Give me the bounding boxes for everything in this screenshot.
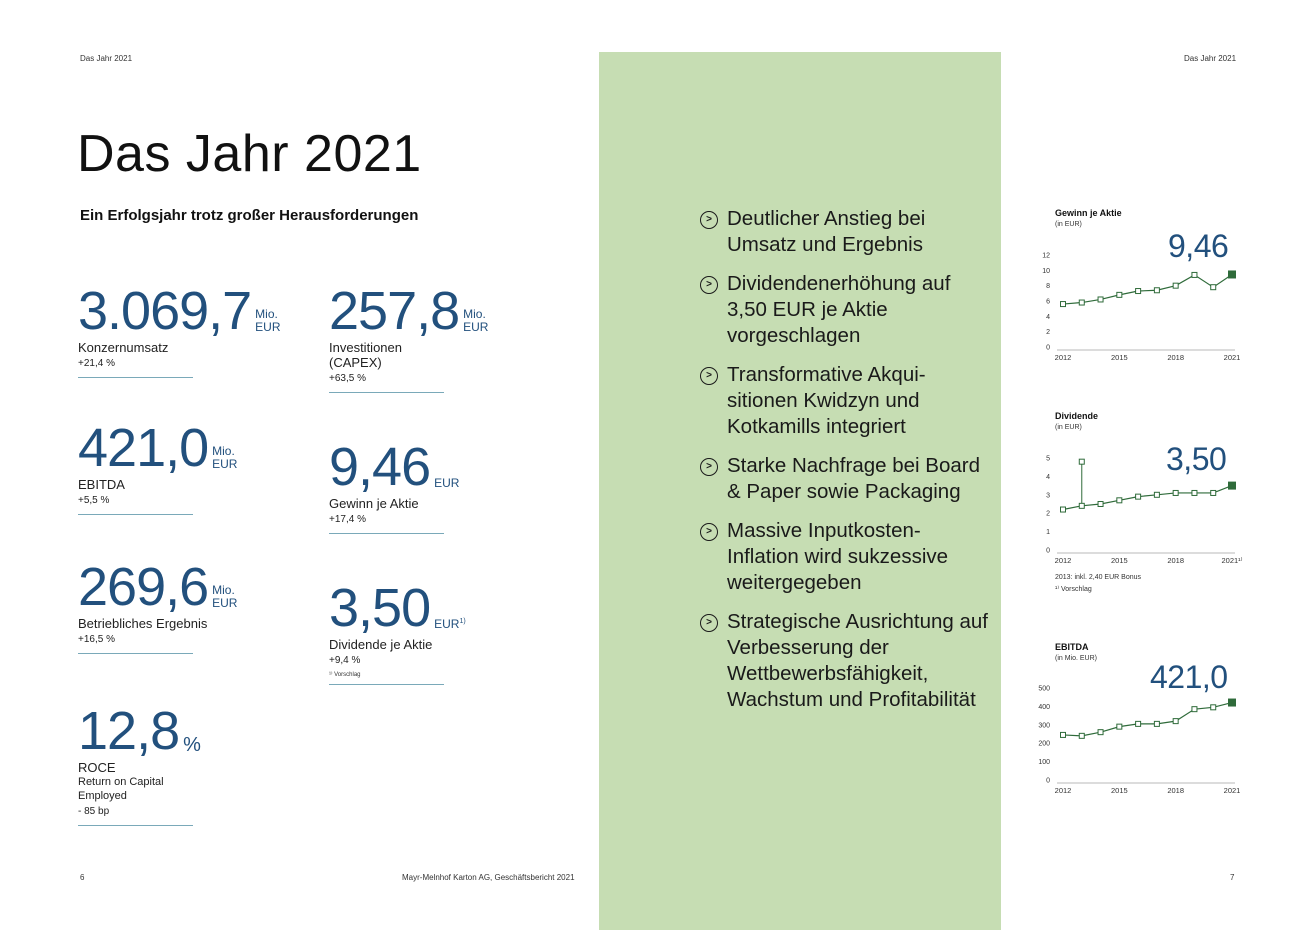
- x-tick-label: 2012: [1054, 353, 1072, 362]
- data-point: [1061, 302, 1066, 307]
- kpi-ebitda: [78, 418, 248, 515]
- kpi-value: 257,8: [329, 281, 460, 341]
- kpi-change: +16,5 %: [78, 634, 115, 645]
- y-tick-label: 400: [1038, 703, 1050, 711]
- data-point: [1136, 494, 1141, 499]
- series-line: [1063, 274, 1232, 304]
- chevron-right-icon: >: [700, 614, 718, 632]
- highlight-item: > Massive Inputkosten-Inflation wird sukzessive weitergegeben: [700, 518, 990, 596]
- chart-unit-dividend: (in EUR): [1055, 424, 1082, 431]
- x-tick-label: 2015: [1110, 353, 1128, 362]
- data-point: [1173, 719, 1178, 724]
- y-tick-label: 2: [1046, 329, 1050, 337]
- data-point: [1211, 285, 1216, 290]
- divider: [329, 533, 444, 534]
- y-tick-label: 1: [1046, 529, 1050, 537]
- chart-title-eps: Gewinn je Aktie: [1055, 208, 1122, 218]
- kpi-change: +21,4 %: [78, 358, 115, 369]
- kpi-label: Investitionen: [329, 340, 402, 355]
- kpi-unit: Mio. EUR: [463, 307, 489, 334]
- kpi-unit: Mio. EUR: [255, 307, 281, 334]
- data-point: [1154, 721, 1159, 726]
- kpi-unit: %: [183, 734, 201, 756]
- highlight-item: > Starke Nachfrage bei Board & Paper sowie Packaging: [700, 453, 990, 505]
- y-tick-label: 0: [1046, 344, 1050, 352]
- x-tick-label: 2021¹⁾: [1221, 556, 1243, 565]
- kpi-investitionen: [329, 281, 499, 393]
- kpi-change: +9,4 %: [329, 655, 361, 666]
- data-point: [1173, 283, 1178, 288]
- kpi-value: 12,8: [78, 701, 180, 761]
- data-point: [1211, 490, 1216, 495]
- y-tick-label: 10: [1042, 267, 1050, 275]
- x-tick-label: 2021: [1223, 786, 1241, 795]
- data-point: [1136, 721, 1141, 726]
- kpi-unit: Mio. EUR: [212, 444, 238, 471]
- kpi-value: 269,6: [78, 557, 209, 617]
- chart-title-dividend: Dividende: [1055, 411, 1099, 421]
- series-line: [1063, 703, 1232, 736]
- data-point: [1211, 705, 1216, 710]
- chart-unit-eps: (in EUR): [1055, 221, 1082, 228]
- kpi-value: 3,50: [329, 578, 431, 638]
- x-tick-label: 2012: [1054, 556, 1072, 565]
- data-point: [1079, 503, 1084, 508]
- x-tick-label: 2018: [1167, 786, 1185, 795]
- divider: [329, 684, 444, 685]
- chart-note-proposal: ¹⁾ Vorschlag: [1055, 586, 1092, 593]
- kpi-change: - 85 bp: [78, 806, 110, 817]
- divider: [78, 514, 193, 515]
- kpi-betriebliches-ergebnis: [78, 557, 248, 654]
- y-tick-label: 5: [1046, 455, 1050, 463]
- data-point: [1192, 272, 1197, 277]
- x-tick-label: 2018: [1167, 353, 1185, 362]
- data-point: [1079, 733, 1084, 738]
- data-point: [1098, 502, 1103, 507]
- kpi-sublabel: (CAPEX): [329, 355, 382, 370]
- kpi-label: EBITDA: [78, 477, 125, 492]
- kpi-konzernumsatz: [78, 281, 281, 378]
- data-point: [1117, 498, 1122, 503]
- y-tick-label: 0: [1046, 777, 1050, 785]
- kpi-sublabel: Return on Capital: [78, 776, 164, 788]
- kpi-unit: EUR: [434, 476, 460, 490]
- chevron-right-icon: >: [700, 367, 718, 385]
- kpi-label: ROCE: [78, 760, 116, 775]
- y-tick-label: 8: [1046, 283, 1050, 291]
- chart-note-bonus: 2013: inkl. 2,40 EUR Bonus: [1055, 574, 1141, 581]
- kpi-roce: [78, 701, 248, 826]
- x-tick-label: 2018: [1167, 556, 1185, 565]
- page-title: Das Jahr 2021: [77, 125, 422, 183]
- page-subtitle: Ein Erfolgsjahr trotz großer Herausforderungen: [80, 207, 419, 224]
- y-tick-label: 100: [1038, 759, 1050, 767]
- divider: [78, 377, 193, 378]
- y-tick-label: 500: [1038, 685, 1050, 693]
- x-tick-label: 2012: [1054, 786, 1072, 795]
- chevron-right-icon: >: [700, 523, 718, 541]
- kpi-sublabel-2: Employed: [78, 790, 127, 802]
- y-tick-label: 0: [1046, 547, 1050, 555]
- kpi-gewinn-je-aktie: [329, 437, 499, 534]
- x-tick-label: 2015: [1110, 556, 1128, 565]
- series-line: [1063, 486, 1232, 510]
- highlight-item: > Strategische Ausrichtung auf Verbesserung der Wettbewerbsfähigkeit, Wachstum und Profitabilität: [700, 609, 990, 713]
- kpi-unit: Mio. EUR: [212, 583, 238, 610]
- bonus-point: [1079, 459, 1084, 464]
- kpi-label: Gewinn je Aktie: [329, 496, 419, 511]
- chart-unit-ebitda: (in Mio. EUR): [1055, 655, 1098, 662]
- x-tick-label: 2015: [1110, 786, 1128, 795]
- data-point: [1154, 288, 1159, 293]
- kpi-unit: EUR$^{1)}$: [434, 617, 466, 631]
- data-point: [1173, 490, 1178, 495]
- divider: [329, 392, 444, 393]
- chart-ebitda: [1035, 680, 1240, 802]
- y-tick-label: 4: [1046, 473, 1050, 481]
- y-tick-label: 3: [1046, 492, 1050, 500]
- y-tick-label: 300: [1038, 722, 1050, 730]
- chevron-right-icon: >: [700, 276, 718, 294]
- footer-left: Mayr-Melnhof Karton AG, Geschäftsbericht 2021: [402, 873, 575, 882]
- data-point: [1061, 507, 1066, 512]
- chart-dividend: [1035, 448, 1243, 570]
- page-number-left: 6: [80, 873, 85, 882]
- data-point: [1079, 300, 1084, 305]
- divider: [78, 825, 193, 826]
- divider: [78, 653, 193, 654]
- kpi-value: 3.069,7: [78, 281, 252, 341]
- chevron-right-icon: >: [700, 458, 718, 476]
- y-tick-label: 200: [1038, 740, 1050, 748]
- highlight-item: > Deutlicher Anstieg bei Umsatz und Ergebnis: [700, 206, 990, 258]
- y-tick-label: 2: [1046, 510, 1050, 518]
- data-point-highlight: [1229, 699, 1236, 706]
- kpi-value: 421,0: [78, 418, 209, 478]
- data-point: [1117, 292, 1122, 297]
- chart-title-ebitda: EBITDA: [1055, 642, 1089, 652]
- data-point: [1154, 492, 1159, 497]
- kpi-change: +5,5 %: [78, 495, 110, 506]
- data-point-highlight: [1229, 482, 1236, 489]
- data-point: [1098, 730, 1103, 735]
- highlight-item: > Dividendenerhöhung auf 3,50 EUR je Aktie vorgeschlagen: [700, 271, 990, 349]
- highlights-list: [700, 206, 990, 726]
- highlight-item: > Transformative Akqui-sitionen Kwidzyn und Kotkamills integriert: [700, 362, 990, 440]
- running-head-right: Das Jahr 2021: [1184, 54, 1237, 63]
- y-tick-label: 4: [1046, 313, 1050, 321]
- y-tick-label: 12: [1042, 252, 1050, 260]
- kpi-change: +17,4 %: [329, 514, 366, 525]
- kpi-label: Konzernumsatz: [78, 340, 169, 355]
- kpi-value: 9,46: [329, 437, 431, 497]
- kpi-footnote: ¹⁾ Vorschlag: [329, 672, 361, 678]
- chevron-right-icon: >: [700, 211, 718, 229]
- data-point: [1061, 732, 1066, 737]
- running-head-left: Das Jahr 2021: [80, 54, 133, 63]
- x-tick-label: 2021: [1223, 353, 1241, 362]
- kpi-dividende-je-aktie: [329, 578, 499, 685]
- kpi-label: Betriebliches Ergebnis: [78, 616, 208, 631]
- data-point: [1192, 490, 1197, 495]
- chart-highlight-ebitda: 421,0: [1150, 659, 1228, 695]
- data-point-highlight: [1229, 271, 1236, 278]
- chart-eps: [1035, 245, 1240, 370]
- page-number-right: 7: [1230, 873, 1235, 882]
- data-point: [1098, 297, 1103, 302]
- data-point: [1192, 707, 1197, 712]
- chart-highlight-eps: 9,46: [1168, 228, 1229, 264]
- y-tick-label: 6: [1046, 298, 1050, 306]
- kpi-label: Dividende je Aktie: [329, 637, 433, 652]
- data-point: [1136, 289, 1141, 294]
- chart-highlight-dividend: 3,50: [1166, 441, 1227, 477]
- data-point: [1117, 724, 1122, 729]
- kpi-change: +63,5 %: [329, 373, 366, 384]
